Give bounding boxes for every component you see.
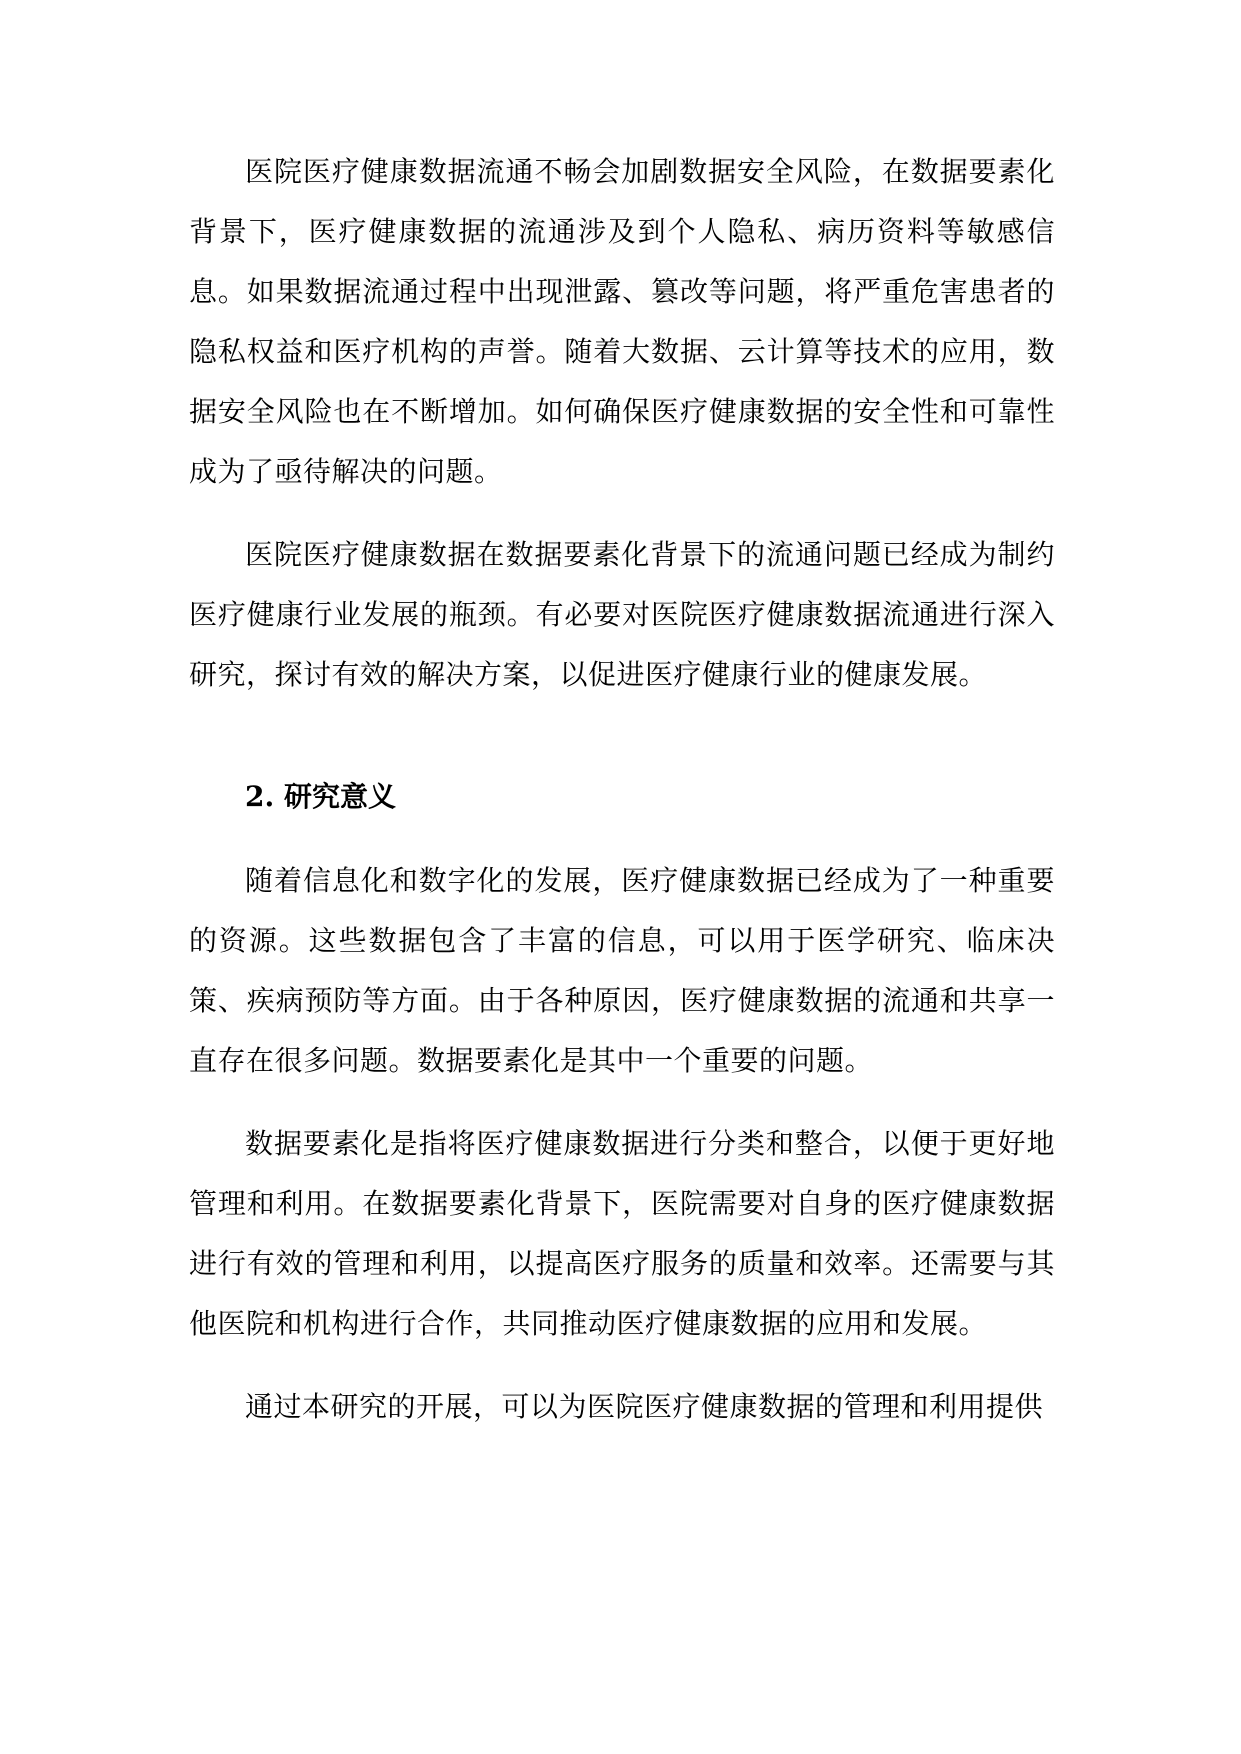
paragraph-data-elementization: 数据要素化是指将医疗健康数据进行分类和整合，以便于更好地管理和利用。在数据要素化背景下，医院需要对自身的医疗健康数据进行有效的管理和利用，以提高医疗服务的质量和效率。还需要与其他医院和机构进行合作，共同推动医疗健康数据的应用和发展。	[189, 1127, 1055, 1340]
paragraph-research-contribution: 通过本研究的开展，可以为医院医疗健康数据的管理和利用提供	[245, 1390, 1044, 1423]
paragraph-data-as-resource: 随着信息化和数字化的发展，医疗健康数据已经成为了一种重要的资源。这些数据包含了丰富的信息，可以用于医学研究、临床决策、疾病预防等方面。由于各种原因，医疗健康数据的流通和共享一直存在很多问题。数据要素化是其中一个重要的问题。	[189, 864, 1055, 1077]
document-body	[189, 142, 1055, 1437]
section-heading-research-significance: 2. 研究意义	[245, 780, 396, 813]
paragraph-circulation-bottleneck: 医院医疗健康数据在数据要素化背景下的流通问题已经成为制约医疗健康行业发展的瓶颈。有必要对医院医疗健康数据流通进行深入研究，探讨有效的解决方案，以促进医疗健康行业的健康发展。	[189, 538, 1055, 691]
paragraph-data-security-risk: 医院医疗健康数据流通不畅会加剧数据安全风险，在数据要素化背景下，医疗健康数据的流通涉及到个人隐私、病历资料等敏感信息。如果数据流通过程中出现泄露、篡改等问题，将严重危害患者的隐私权益和医疗机构的声誉。随着大数据、云计算等技术的应用，数据安全风险也在不断增加。如何确保医疗健康数据的安全性和可靠性成为了亟待解决的问题。	[189, 155, 1055, 488]
